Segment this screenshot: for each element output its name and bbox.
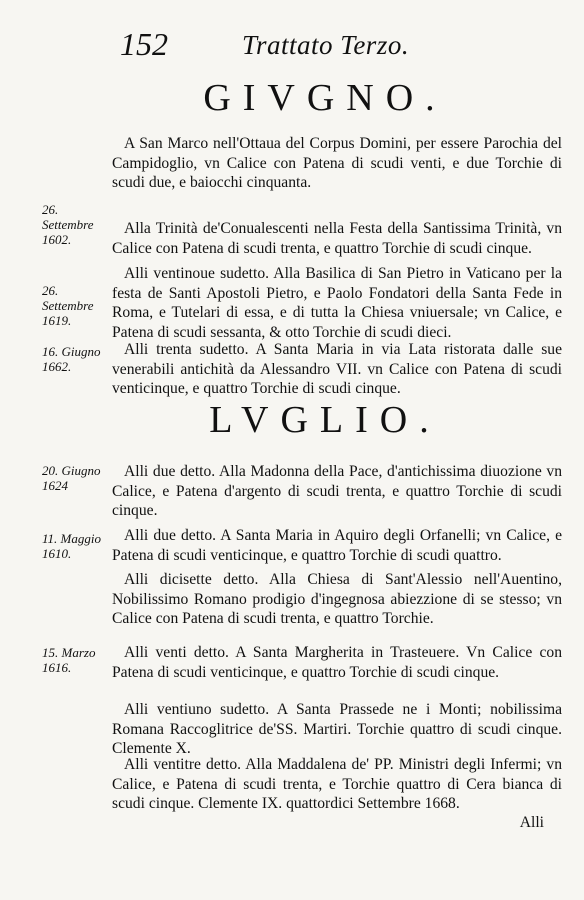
entry-text: Alli venti detto. A Santa Margherita in Trasteuere. Vn Calice con Patena di scudi venticinque, e quattro Torchie di scudi cinque. [112,644,562,681]
entry-text: Alli trenta sudetto. A Santa Maria in via Lata ristorata dalle sue venerabili antichità da Alessandro VII. vn Calice con Patena di scudi venticinque, e quattro Torchie di scudi cinque. [112,341,562,398]
section-title-june: GIVGNO. [203,77,447,119]
entry-paragraph [112,755,562,814]
margin-note: 26. Settembre 1602. [42,202,94,247]
entry-paragraph [112,264,562,343]
page-header [120,22,560,62]
margin-note: 11. Maggio 1610. [42,531,101,561]
catchword: Alli [519,814,544,831]
entry-text: Alli ventiuno sudetto. A Santa Prassede ne i Monti; nobilissima Romana Raccoglitrice de'SS. Martiri. Torchie quattro di scudi cinque. Clemente X. [112,701,562,758]
margin-note: 20. Giugno 1624 [42,463,101,493]
entry-text: Alli ventinoue sudetto. Alla Basilica di San Pietro in Vaticano per la festa de Santi Apostoli Pietro, e Paolo Fondatori della Santa Fede in Roma, e Tutelari di essa, e di tutta la Chiesa vniuersale; vn Calice, e Patena di scudi sessanta, & otto Torchie di scudi dieci. [112,265,562,342]
entry-text: A San Marco nell'Ottaua del Corpus Domini, per essere Parochia del Campidoglio, vn Calice con Patena di scudi venti, e due Torchie di scudi due, e baiocchi cinquanta. [112,135,562,192]
entry-text: Alli dicisette detto. Alla Chiesa di Sant'Alessio nell'Auentino, Nobilissimo Romano prodigio d'ingegnosa abiezzione di se stesso; vn Calice con Patena di scudi trenta, e quattro Torchie. [112,571,562,628]
entry-text: Alli due detto. A Santa Maria in Aquiro degli Orfanelli; vn Calice, e Patena di scudi venticinque, e quattro Torchie di scudi quattro. [112,527,562,564]
entry-paragraph [112,219,562,258]
section-title-july: LVGLIO. [209,399,441,441]
margin-note: 16. Giugno 1662. [42,344,101,374]
entry-paragraph [112,570,562,629]
entry-text: Alli ventitre detto. Alla Maddalena de' PP. Ministri degli Infermi; vn Calice, e Patena di scudi trenta, e Torchie quattro di Cera bianca di scudi cinque. Clemente IX. quattordici Settembre 1668. [112,756,562,813]
entry-paragraph [112,643,562,682]
margin-note: 26. Settembre 1619. [42,283,94,328]
entry-paragraph [112,526,562,565]
entry-paragraph [112,134,562,193]
entry-text: Alla Trinità de'Conualescenti nella Festa della Santissima Trinità, vn Calice con Patena di scudi trenta, e quattro Torchie di scudi cinque. [112,220,562,257]
entry-paragraph [112,700,562,759]
entry-text: Alli due detto. Alla Madonna della Pace, d'antichissima diuozione vn Calice, e Patena d'argento di scudi trenta, e quattro Torchie di scudi cinque. [112,463,562,520]
entry-paragraph [112,340,562,399]
entry-paragraph [112,462,562,521]
running-title: Trattato Terzo. [242,30,410,60]
margin-note: 15. Marzo 1616. [42,645,96,675]
page-number: 152 [120,26,168,62]
